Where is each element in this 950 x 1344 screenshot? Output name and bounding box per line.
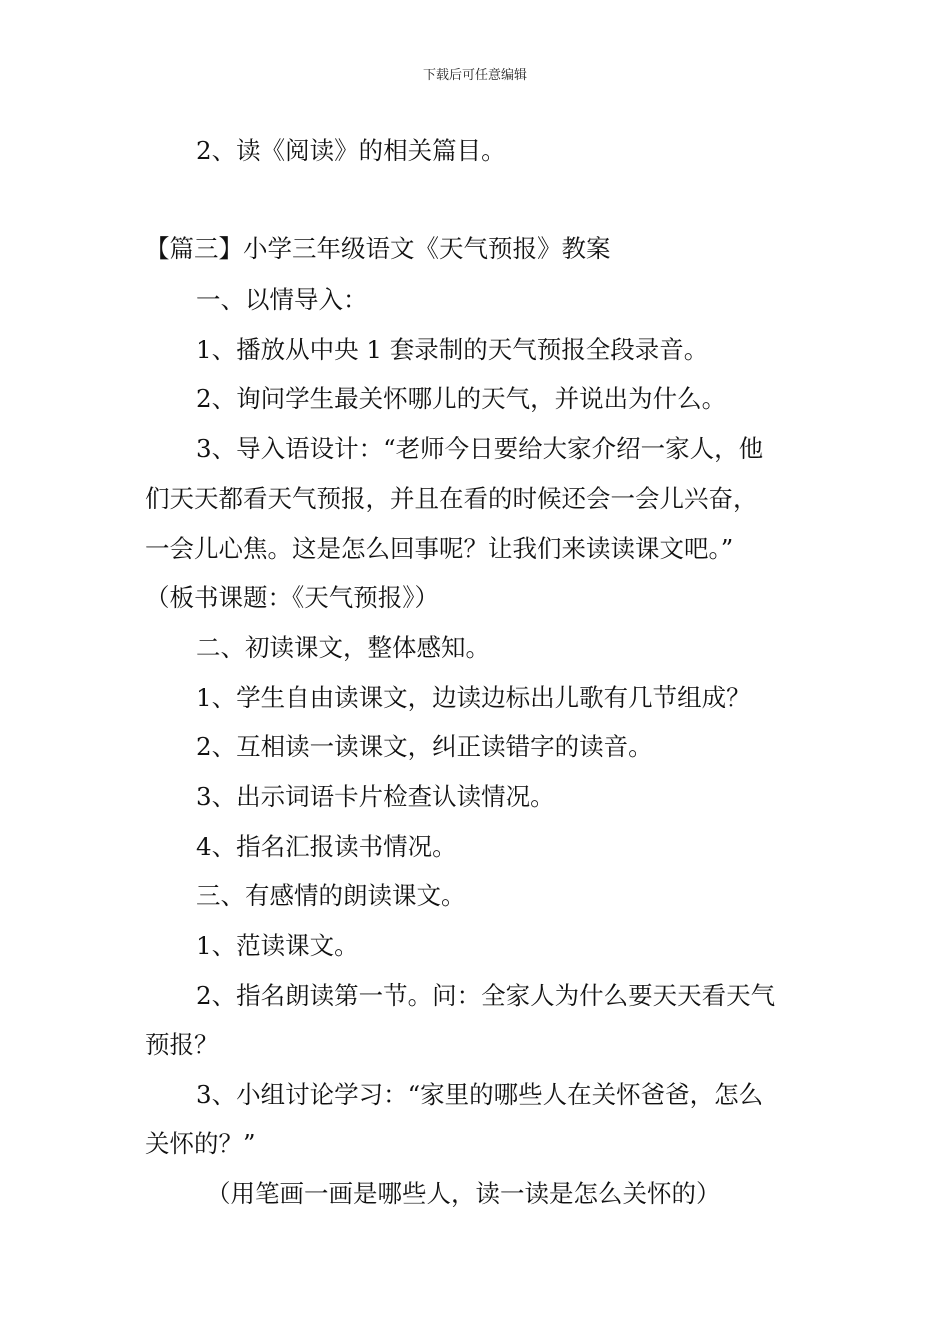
text-line: 们天天都看天气预报，并且在看的时候还会一会儿兴奋， [145, 484, 758, 513]
text-line: 2、询问学生最关怀哪儿的天气，并说出为什么。 [196, 384, 727, 413]
text-line: 1、学生自由读课文，边读边标出儿歌有几节组成？ [196, 683, 751, 712]
text-line: （用笔画一画是哪些人，读一读是怎么关怀的） [206, 1179, 721, 1208]
text-line: 三、有感情的朗读课文。 [196, 881, 466, 910]
text-line: （板书课题：《天气预报》） [145, 583, 439, 612]
section-title: 【篇三】小学三年级语文《天气预报》教案 [145, 234, 611, 263]
text-line: 2、读《阅读》的相关篇目。 [196, 136, 506, 165]
text-line: 预报？ [145, 1030, 219, 1059]
text-line: 3、导入语设计：“老师今日要给大家介绍一家人，他 [196, 434, 764, 463]
text-line: 一、以情导入： [196, 285, 368, 314]
text-line: 关怀的？” [145, 1129, 256, 1158]
text-line: 2、互相读一读课文，纠正读错字的读音。 [196, 732, 653, 761]
text-line: 一会儿心焦。这是怎么回事呢？让我们来读读课文吧。” [145, 534, 734, 563]
text-line: 1、范读课文。 [196, 931, 359, 960]
page-header: 下载后可任意编辑 [422, 68, 527, 83]
text-line: 4、指名汇报读书情况。 [196, 832, 457, 861]
text-line: 二、初读课文，整体感知。 [196, 633, 490, 662]
text-line: 3、小组讨论学习：“家里的哪些人在关怀爸爸，怎么 [196, 1080, 764, 1109]
text-line: 2、指名朗读第一节。问：全家人为什么要天天看天气 [196, 981, 776, 1010]
text-line: 1、播放从中央 1 套录制的天气预报全段录音。 [196, 335, 709, 364]
text-line: 3、出示词语卡片检查认读情况。 [196, 782, 555, 811]
